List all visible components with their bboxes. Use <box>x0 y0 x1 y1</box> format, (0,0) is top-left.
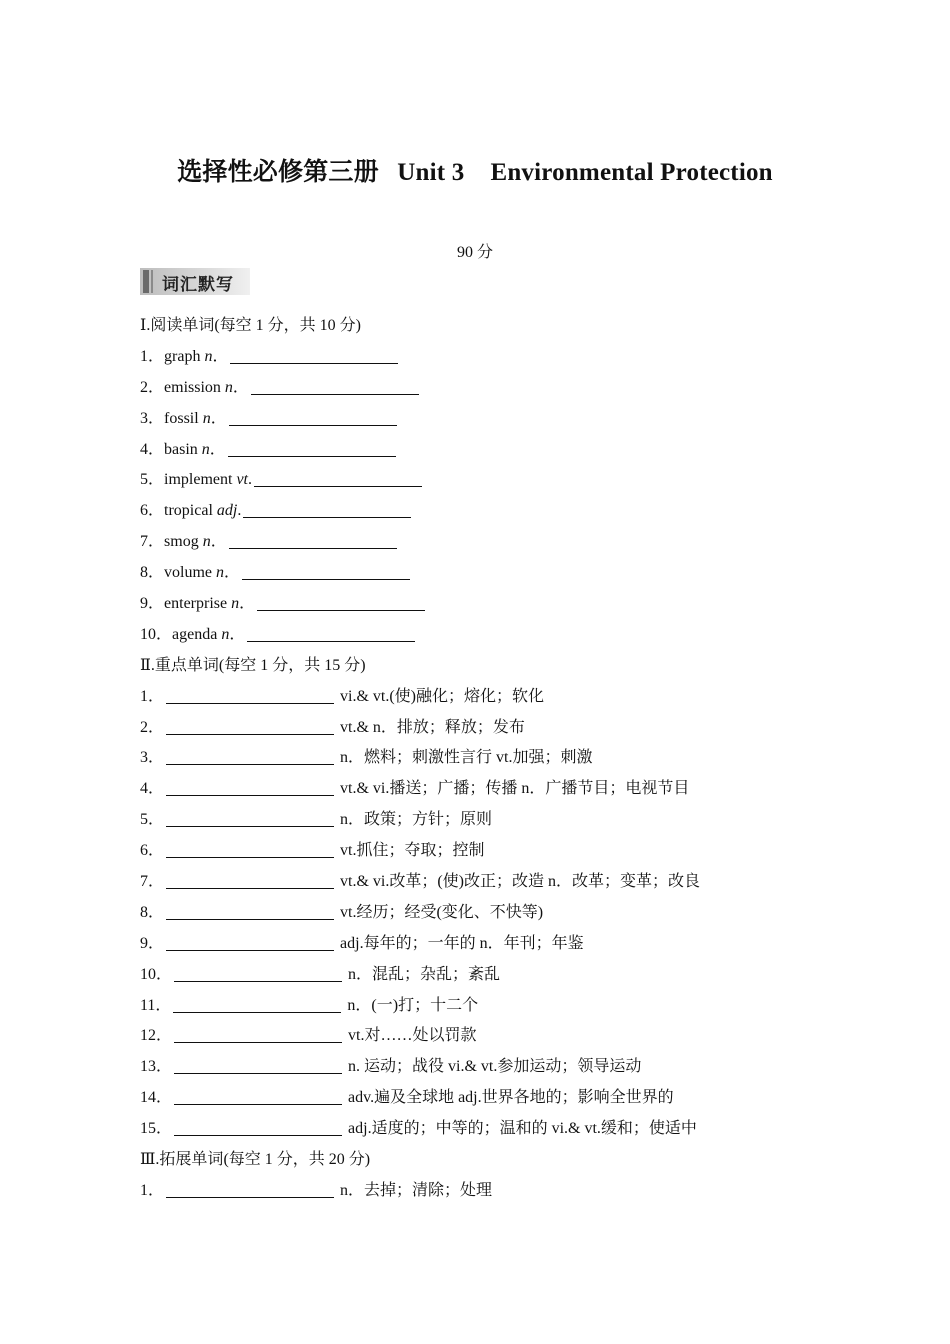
answer-blank[interactable] <box>166 934 334 951</box>
item-definition: adv.遍及全球地 adj.世界各地的；影响全世界的 <box>348 1089 674 1107</box>
part2-item <box>140 805 860 836</box>
answer-blank[interactable] <box>229 409 397 426</box>
item-pos: n <box>204 347 213 365</box>
answer-blank[interactable] <box>166 903 334 920</box>
item-pos: vt <box>236 471 248 489</box>
badge-bar-decoration-thin <box>151 270 153 293</box>
item-pos-sep: ． <box>232 378 249 396</box>
part1-note: (每空 1 分，共 10 分) <box>214 317 361 334</box>
part1-item <box>140 373 860 404</box>
item-definition: n. 运动；战役 vi.& vt.参加运动；领导运动 <box>348 1058 642 1076</box>
item-number: 7． <box>140 533 165 551</box>
item-pos-sep: ． <box>210 409 227 427</box>
item-number: 1． <box>140 687 165 705</box>
part2-item <box>140 836 860 867</box>
item-word: fossil <box>164 409 199 427</box>
part2-item <box>140 1083 860 1114</box>
item-definition: adj.适度的；中等的；温和的 vi.& vt.缓和；使适中 <box>348 1120 697 1138</box>
answer-blank[interactable] <box>166 1181 334 1198</box>
item-pos-sep: . <box>248 471 252 489</box>
answer-blank[interactable] <box>166 872 334 889</box>
item-word: agenda <box>172 625 218 643</box>
item-word: basin <box>164 440 198 458</box>
item-pos-sep: . <box>237 502 242 520</box>
badge-bar-decoration <box>143 270 149 293</box>
item-number: 4． <box>140 780 165 798</box>
part3-item <box>140 1176 860 1207</box>
part2-item <box>140 898 860 929</box>
answer-blank[interactable] <box>166 841 334 858</box>
part2-item <box>140 1114 860 1145</box>
item-definition: vi.& vt.(使)融化；熔化；软化 <box>340 687 545 705</box>
answer-blank[interactable] <box>166 718 334 735</box>
item-number: 5． <box>140 811 165 829</box>
answer-blank[interactable] <box>166 687 334 704</box>
item-definition: vt.& vi.播送；广播；传播 n．广播节目；电视节目 <box>340 780 690 798</box>
item-pos: n <box>216 564 225 582</box>
item-word: volume <box>164 564 213 582</box>
item-definition: n．政策；方针；原则 <box>340 811 493 829</box>
item-pos: n <box>202 533 211 551</box>
item-pos-sep: ． <box>212 347 229 365</box>
part2-item <box>140 960 860 991</box>
part2-item <box>140 774 860 805</box>
answer-blank[interactable] <box>228 440 396 457</box>
item-pos: n <box>224 378 233 396</box>
item-number: 9． <box>140 595 165 613</box>
answer-blank[interactable] <box>243 501 411 518</box>
answer-blank[interactable] <box>174 965 342 982</box>
answer-blank[interactable] <box>174 1088 342 1105</box>
item-number: 12． <box>140 1027 173 1045</box>
item-word: implement <box>164 471 233 489</box>
part2-item <box>140 682 860 713</box>
item-pos-sep: ． <box>224 564 241 582</box>
item-pos: n <box>201 440 210 458</box>
section-badge <box>140 268 250 295</box>
item-number: 8． <box>140 564 165 582</box>
item-number: 15． <box>140 1120 173 1138</box>
item-number: 6． <box>140 502 165 520</box>
answer-blank[interactable] <box>174 1119 342 1136</box>
item-definition: n．去掉；清除；处理 <box>340 1181 493 1199</box>
part2-heading-text: Ⅱ.重点单词 <box>140 656 219 674</box>
item-definition: n．混乱；杂乱；紊乱 <box>348 965 501 983</box>
item-number: 8． <box>140 903 165 921</box>
part2-item <box>140 929 860 960</box>
item-number: 14． <box>140 1089 173 1107</box>
answer-blank[interactable] <box>166 810 334 827</box>
part3-heading <box>140 1145 860 1176</box>
item-number: 7． <box>140 873 165 891</box>
answer-blank[interactable] <box>174 1057 342 1074</box>
item-pos-sep: ． <box>229 625 246 643</box>
answer-blank[interactable] <box>166 748 334 765</box>
answer-blank[interactable] <box>257 594 425 611</box>
answer-blank[interactable] <box>254 470 422 487</box>
item-pos: n <box>231 595 240 613</box>
item-number: 3． <box>140 749 165 767</box>
item-definition: vt.对……处以罚款 <box>348 1027 477 1045</box>
part1-heading-text: Ⅰ.阅读单词 <box>140 317 215 334</box>
item-pos: n <box>221 625 230 643</box>
part1-item <box>140 465 860 496</box>
item-word: emission <box>164 378 221 396</box>
item-word: graph <box>164 347 201 365</box>
title-unit: Unit 3 <box>397 159 465 186</box>
part1-item <box>140 404 860 435</box>
item-number: 9． <box>140 934 165 952</box>
title-cn: 选择性必修第三册 <box>177 159 379 186</box>
part1-item <box>140 620 860 651</box>
item-word: tropical <box>164 502 213 520</box>
item-word: enterprise <box>164 595 228 613</box>
item-number: 4． <box>140 440 165 458</box>
page-title <box>0 152 950 188</box>
item-pos: adj <box>216 502 238 520</box>
item-number: 2． <box>140 718 165 736</box>
total-score: 90 分 <box>456 244 493 261</box>
answer-blank[interactable] <box>251 378 419 395</box>
answer-blank[interactable] <box>247 625 415 642</box>
item-number: 13． <box>140 1058 173 1076</box>
item-number: 11． <box>140 996 172 1014</box>
part3-heading-text: Ⅲ.拓展单词 <box>140 1151 224 1169</box>
answer-blank[interactable] <box>230 347 398 364</box>
part1-item <box>140 435 860 466</box>
part2-heading <box>140 651 860 682</box>
item-number: 5． <box>140 471 165 489</box>
item-definition: vt.经历；经受(变化、不快等) <box>340 903 544 921</box>
item-definition: n．(一)打；十二个 <box>347 996 479 1014</box>
part1-item <box>140 589 860 620</box>
item-number: 1． <box>140 1181 165 1199</box>
item-number: 10． <box>140 965 173 983</box>
item-number: 3． <box>140 409 165 427</box>
answer-blank[interactable] <box>166 779 334 796</box>
part1-item <box>140 558 860 589</box>
answer-blank[interactable] <box>242 563 410 580</box>
item-number: 2． <box>140 378 165 396</box>
part3-note: (每空 1 分，共 20 分) <box>223 1151 371 1169</box>
item-definition: vt.& n．排放；释放；发布 <box>340 718 525 736</box>
answer-blank[interactable] <box>229 532 397 549</box>
item-word: smog <box>164 533 199 551</box>
item-number: 1． <box>140 347 165 365</box>
item-number: 6． <box>140 842 165 860</box>
item-number: 10． <box>140 625 173 643</box>
answer-blank[interactable] <box>173 996 341 1013</box>
item-definition: n．燃料；刺激性言行 vt.加强；刺激 <box>340 749 593 767</box>
item-pos-sep: ． <box>210 533 227 551</box>
part2-item <box>140 713 860 744</box>
item-pos-sep: ． <box>239 595 256 613</box>
item-definition: vt.抓住；夺取；控制 <box>340 842 485 860</box>
part2-note: (每空 1 分，共 15 分) <box>218 656 366 674</box>
part2-item <box>140 1021 860 1052</box>
part2-item <box>140 867 860 898</box>
exercise-lines <box>140 311 860 1207</box>
section-badge-label: 词汇默写 <box>162 275 234 295</box>
part2-item <box>140 743 860 774</box>
item-pos-sep: ． <box>209 440 226 458</box>
part1-item <box>140 342 860 373</box>
title-en: Environmental Protection <box>490 159 773 186</box>
item-definition: vt.& vi.改革；(使)改正；改造 n．改革；变革；改良 <box>340 873 701 891</box>
part2-item <box>140 991 860 1022</box>
item-pos: n <box>202 409 211 427</box>
answer-blank[interactable] <box>174 1026 342 1043</box>
part1-heading <box>140 311 860 342</box>
part1-item <box>140 496 860 527</box>
part2-item <box>140 1052 860 1083</box>
part1-item <box>140 527 860 558</box>
item-definition: adj.每年的；一年的 n．年刊；年鉴 <box>340 934 584 952</box>
